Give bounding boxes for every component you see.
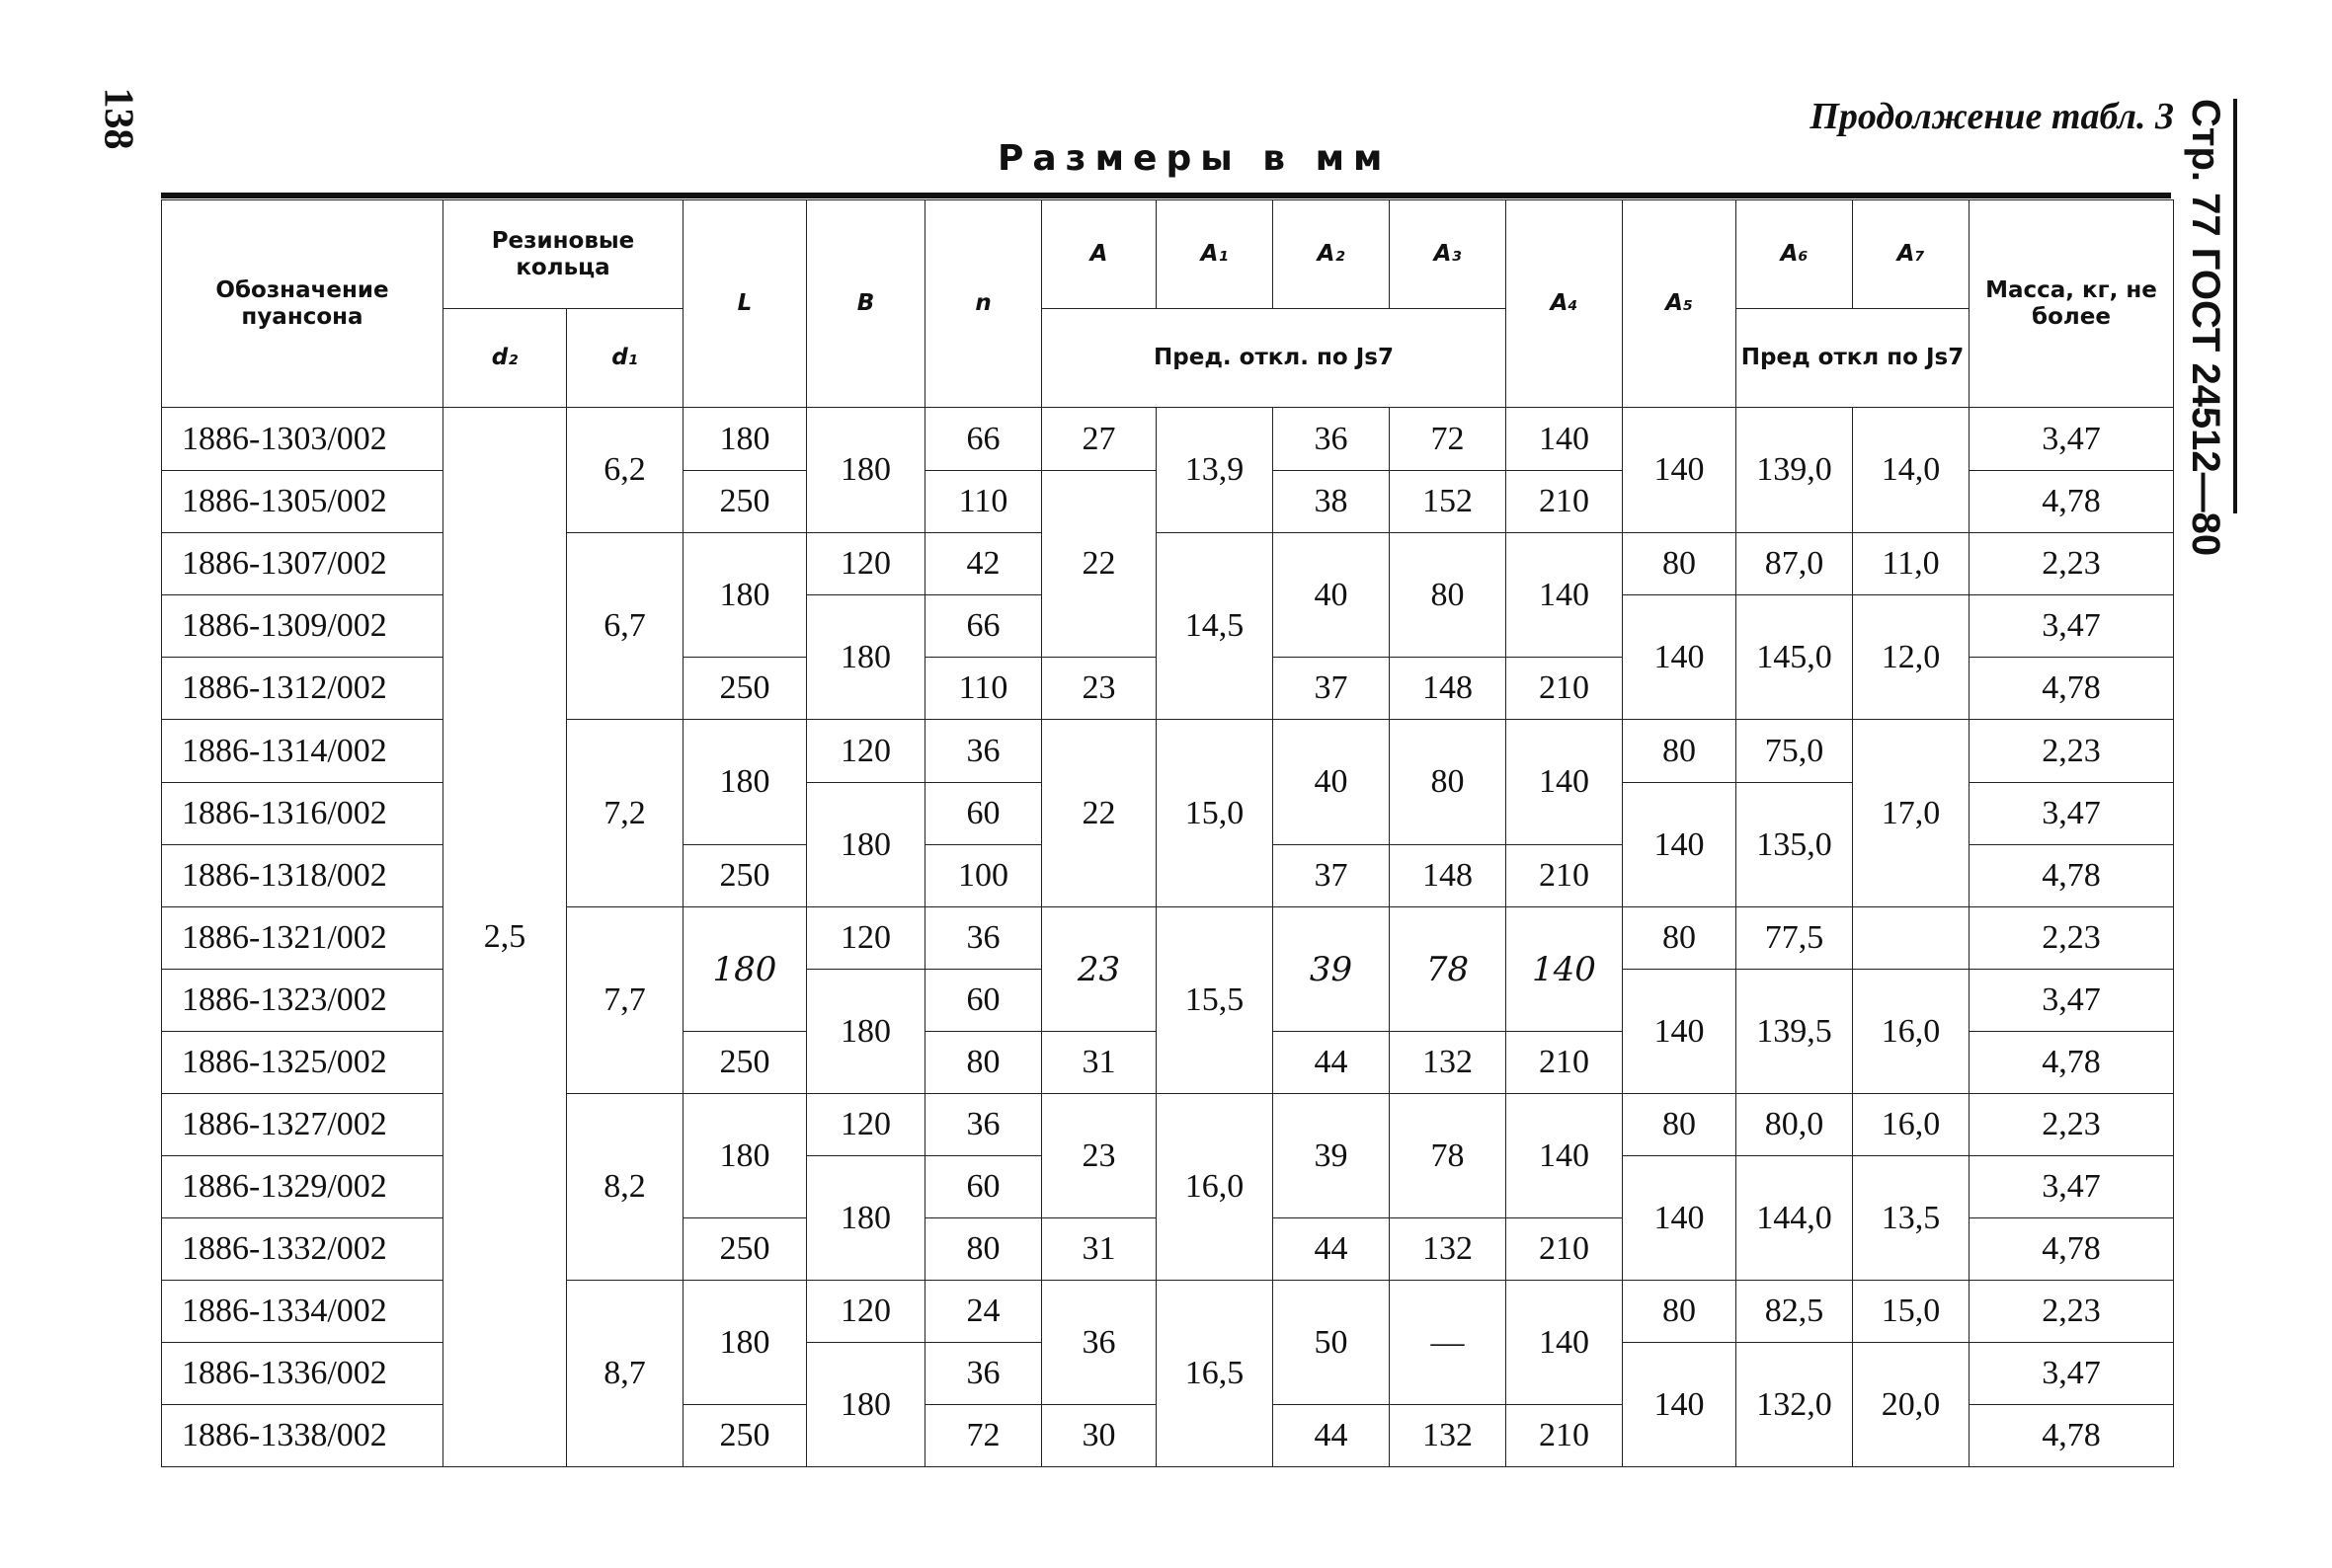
cell-n: 80 [925, 1218, 1042, 1281]
cell-A: 31 [1042, 1032, 1157, 1094]
cell-n: 110 [925, 658, 1042, 720]
cell-A7: 11,0 [1853, 533, 1970, 595]
header-designation: Обозначение пуансона [162, 200, 443, 408]
cell-n: 36 [925, 720, 1042, 783]
cell-A3: 132 [1390, 1405, 1506, 1467]
cell-A5: 80 [1623, 907, 1736, 970]
cell-mass: 4,78 [1970, 1032, 2174, 1094]
table-row-code: 1886-1336/002 [162, 1343, 443, 1405]
cell-mass: 4,78 [1970, 1405, 2174, 1467]
cell-A5: 80 [1623, 1281, 1736, 1343]
cell-A2: 37 [1273, 658, 1390, 720]
cell-A3: 78 [1390, 1094, 1506, 1218]
cell-A6: 145,0 [1736, 595, 1853, 720]
cell-A3: 152 [1390, 471, 1506, 533]
cell-A7: 16,0 [1853, 970, 1970, 1094]
cell-A2: 44 [1273, 1032, 1390, 1094]
cell-mass: 3,47 [1970, 1156, 2174, 1218]
cell-A6: 87,0 [1736, 533, 1853, 595]
cell-L: 250 [684, 1032, 807, 1094]
cell-A6: 135,0 [1736, 783, 1853, 907]
cell-n: 24 [925, 1281, 1042, 1343]
header-tolerance-a-a3: Пред. откл. по Js7 [1042, 309, 1506, 408]
cell-L: 250 [684, 658, 807, 720]
cell-L: 250 [684, 1405, 807, 1467]
header-A5: A₅ [1623, 200, 1736, 408]
cell-mass: 3,47 [1970, 1343, 2174, 1405]
table-row-code: 1886-1329/002 [162, 1156, 443, 1218]
cell-A1: 14,5 [1157, 533, 1273, 720]
cell-B: 120 [807, 533, 925, 595]
cell-mass: 4,78 [1970, 1218, 2174, 1281]
cell-A3: 132 [1390, 1218, 1506, 1281]
cell-n: 100 [925, 845, 1042, 907]
cell-A2: 44 [1273, 1405, 1390, 1467]
cell-A6: 80,0 [1736, 1094, 1853, 1156]
cell-L: 180 [684, 408, 807, 471]
cell-A7: 15,0 [1853, 1281, 1970, 1343]
cell-mass: 4,78 [1970, 471, 2174, 533]
cell-A3: 78 [1390, 907, 1506, 1032]
cell-A4: 210 [1506, 658, 1623, 720]
cell-d1: 7,7 [567, 907, 684, 1094]
table-continuation-caption: Продолжение табл. 3 [1809, 96, 2174, 137]
header-A3: A₃ [1390, 200, 1506, 309]
header-mass: Масса, кг, не более [1970, 200, 2174, 408]
cell-A: 31 [1042, 1218, 1157, 1281]
header-A7: A₇ [1853, 200, 1970, 309]
cell-A2: 36 [1273, 408, 1390, 471]
cell-A1: 16,5 [1157, 1281, 1273, 1467]
cell-B: 180 [807, 783, 925, 907]
cell-mass: 3,47 [1970, 595, 2174, 658]
cell-d1: 8,7 [567, 1281, 684, 1467]
table-row-code: 1886-1327/002 [162, 1094, 443, 1156]
cell-L: 250 [684, 845, 807, 907]
cell-d1: 6,7 [567, 533, 684, 720]
cell-A7-empty [1853, 907, 1970, 970]
cell-A1: 16,0 [1157, 1094, 1273, 1281]
cell-A3: 132 [1390, 1032, 1506, 1094]
cell-A7: 17,0 [1853, 720, 1970, 907]
cell-A4: 140 [1506, 720, 1623, 845]
cell-A6: 139,0 [1736, 408, 1853, 533]
cell-A2: 44 [1273, 1218, 1390, 1281]
table-row-code: 1886-1309/002 [162, 595, 443, 658]
cell-d1: 8,2 [567, 1094, 684, 1281]
cell-mass: 4,78 [1970, 658, 2174, 720]
cell-n: 72 [925, 1405, 1042, 1467]
cell-n: 42 [925, 533, 1042, 595]
table-row-code: 1886-1321/002 [162, 907, 443, 970]
table-row-code: 1886-1325/002 [162, 1032, 443, 1094]
cell-A7: 12,0 [1853, 595, 1970, 720]
table-row-code: 1886-1334/002 [162, 1281, 443, 1343]
header-n: n [925, 200, 1042, 408]
cell-mass: 2,23 [1970, 720, 2174, 783]
cell-L: 180 [684, 1094, 807, 1218]
cell-A7: 14,0 [1853, 408, 1970, 533]
cell-A: 22 [1042, 720, 1157, 907]
cell-A2: 50 [1273, 1281, 1390, 1405]
cell-A1: 15,5 [1157, 907, 1273, 1094]
cell-n: 60 [925, 970, 1042, 1032]
cell-A3: 80 [1390, 720, 1506, 845]
cell-A: 22 [1042, 471, 1157, 658]
header-d1: d₁ [567, 309, 684, 408]
cell-A2: 40 [1273, 533, 1390, 658]
cell-A: 23 [1042, 658, 1157, 720]
cell-L: 250 [684, 471, 807, 533]
cell-A3: — [1390, 1281, 1506, 1405]
cell-B: 120 [807, 1094, 925, 1156]
cell-A6: 77,5 [1736, 907, 1853, 970]
cell-L: 180 [684, 720, 807, 845]
cell-A4: 210 [1506, 845, 1623, 907]
cell-A3: 72 [1390, 408, 1506, 471]
cell-A4: 140 [1506, 533, 1623, 658]
cell-A4: 210 [1506, 1405, 1623, 1467]
cell-L: 180 [684, 1281, 807, 1405]
cell-A4: 140 [1506, 1094, 1623, 1218]
cell-d2: 2,5 [443, 408, 567, 1467]
cell-L: 250 [684, 1218, 807, 1281]
cell-n: 66 [925, 595, 1042, 658]
cell-B: 180 [807, 595, 925, 720]
cell-A: 27 [1042, 408, 1157, 471]
header-A2: A₂ [1273, 200, 1390, 309]
cell-mass: 2,23 [1970, 1094, 2174, 1156]
table-row-code: 1886-1332/002 [162, 1218, 443, 1281]
table-row-code: 1886-1305/002 [162, 471, 443, 533]
table-row-code: 1886-1312/002 [162, 658, 443, 720]
cell-A4: 210 [1506, 1218, 1623, 1281]
cell-A5: 140 [1623, 595, 1736, 720]
side-header-text: Стр. 77 ГОСТ 24512—80 [2184, 99, 2227, 557]
dimensions-table [161, 199, 2174, 1467]
cell-B: 120 [807, 720, 925, 783]
cell-A4: 210 [1506, 471, 1623, 533]
cell-A6: 139,5 [1736, 970, 1853, 1094]
header-B: B [807, 200, 925, 408]
cell-n: 80 [925, 1032, 1042, 1094]
cell-A3: 148 [1390, 845, 1506, 907]
cell-A: 36 [1042, 1281, 1157, 1405]
cell-B: 120 [807, 1281, 925, 1343]
cell-A6: 144,0 [1736, 1156, 1853, 1281]
cell-B: 180 [807, 1156, 925, 1281]
cell-A7: 13,5 [1853, 1156, 1970, 1281]
header-L: L [684, 200, 807, 408]
cell-n: 60 [925, 1156, 1042, 1218]
cell-n: 66 [925, 408, 1042, 471]
cell-A: 30 [1042, 1405, 1157, 1467]
header-tolerance-a6-a7: Пред откл по Js7 [1736, 309, 1970, 408]
cell-mass: 3,47 [1970, 970, 2174, 1032]
header-A6: A₆ [1736, 200, 1853, 309]
cell-n: 36 [925, 1343, 1042, 1405]
cell-A6: 132,0 [1736, 1343, 1853, 1467]
cell-d1: 7,2 [567, 720, 684, 907]
cell-A2: 39 [1273, 907, 1390, 1032]
cell-A5: 80 [1623, 720, 1736, 783]
cell-A4: 140 [1506, 907, 1623, 1032]
cell-mass: 2,23 [1970, 533, 2174, 595]
cell-mass: 4,78 [1970, 845, 2174, 907]
cell-d1: 6,2 [567, 408, 684, 533]
cell-B: 180 [807, 1343, 925, 1467]
cell-A5: 140 [1623, 408, 1736, 533]
table-row-code: 1886-1303/002 [162, 408, 443, 471]
page-number: 138 [95, 87, 141, 150]
cell-A5: 140 [1623, 1343, 1736, 1467]
cell-A5: 140 [1623, 970, 1736, 1094]
cell-A1: 15,0 [1157, 720, 1273, 907]
cell-A3: 148 [1390, 658, 1506, 720]
cell-A: 23 [1042, 907, 1157, 1032]
cell-A4: 210 [1506, 1032, 1623, 1094]
cell-A2: 37 [1273, 845, 1390, 907]
cell-A7: 16,0 [1853, 1094, 1970, 1156]
cell-B: 120 [807, 907, 925, 970]
cell-A: 23 [1042, 1094, 1157, 1218]
table-row-code: 1886-1323/002 [162, 970, 443, 1032]
cell-A5: 80 [1623, 533, 1736, 595]
cell-B: 180 [807, 970, 925, 1094]
cell-A2: 38 [1273, 471, 1390, 533]
cell-mass: 3,47 [1970, 408, 2174, 471]
cell-L: 180 [684, 533, 807, 658]
table-top-rule [161, 193, 2171, 198]
cell-L: 180 [684, 907, 807, 1032]
side-header-rule [2233, 99, 2237, 513]
header-A: A [1042, 200, 1157, 309]
cell-n: 60 [925, 783, 1042, 845]
cell-A5: 140 [1623, 783, 1736, 907]
cell-A4: 140 [1506, 1281, 1623, 1405]
cell-A2: 39 [1273, 1094, 1390, 1218]
cell-A5: 80 [1623, 1094, 1736, 1156]
table-row-code: 1886-1307/002 [162, 533, 443, 595]
cell-A3: 80 [1390, 533, 1506, 658]
header-A1: A₁ [1157, 200, 1273, 309]
table-row-code: 1886-1318/002 [162, 845, 443, 907]
cell-A6: 82,5 [1736, 1281, 1853, 1343]
cell-A2: 40 [1273, 720, 1390, 845]
header-rubber-rings: Резиновые кольца [443, 200, 684, 309]
cell-mass: 2,23 [1970, 907, 2174, 970]
header-d2: d₂ [443, 309, 567, 408]
table-row-code: 1886-1316/002 [162, 783, 443, 845]
cell-n: 36 [925, 907, 1042, 970]
cell-A4: 140 [1506, 408, 1623, 471]
cell-n: 110 [925, 471, 1042, 533]
cell-A7: 20,0 [1853, 1343, 1970, 1467]
table-row-code: 1886-1338/002 [162, 1405, 443, 1467]
cell-A6: 75,0 [1736, 720, 1853, 783]
cell-n: 36 [925, 1094, 1042, 1156]
cell-mass: 2,23 [1970, 1281, 2174, 1343]
cell-A1: 13,9 [1157, 408, 1273, 533]
header-A4: A₄ [1506, 200, 1623, 408]
cell-mass: 3,47 [1970, 783, 2174, 845]
units-caption: Размеры в мм [998, 138, 1392, 179]
cell-B: 180 [807, 408, 925, 533]
cell-A5: 140 [1623, 1156, 1736, 1281]
table-row-code: 1886-1314/002 [162, 720, 443, 783]
side-header [2183, 99, 2227, 573]
